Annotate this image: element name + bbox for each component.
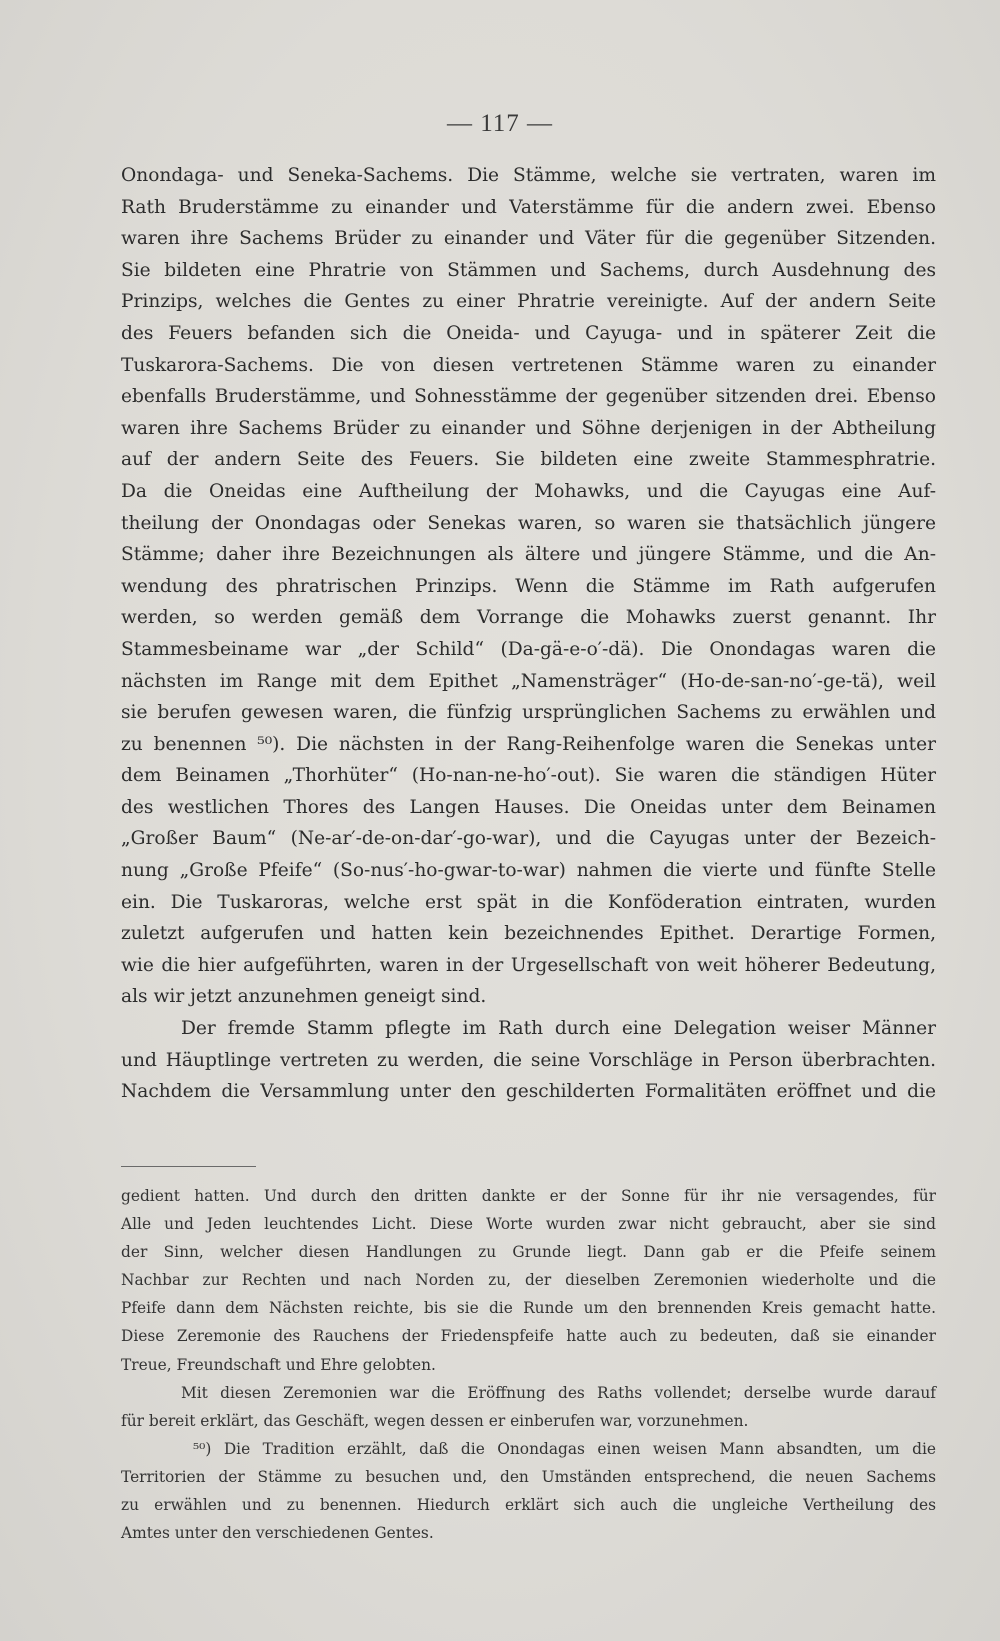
footnote-divider	[121, 1166, 256, 1167]
footnotes	[121, 1182, 936, 1547]
body-line: wie die hier aufgeführten, waren in der Urgesellschaft von weit höherer Bedeutung,	[121, 954, 936, 976]
body-line: Prinzips, welches die Gentes zu einer Phratrie vereinigte. Auf der andern Seite	[121, 291, 936, 313]
body-line: Stammesbeiname war „der Schild“ (Da-gä-e-o′-dä). Die Onondagas waren die	[121, 638, 936, 660]
body-line: nächsten im Range mit dem Epithet „Namensträger“ (Ho-de-san-no′-ge-tä), weil	[121, 670, 936, 692]
body-line: „Großer Baum“ (Ne-ar′-de-on-dar′-go-war), und die Cayugas unter der Bezeich-	[121, 828, 936, 850]
footnote-line: Treue, Freundschaft und Ehre gelobten.	[121, 1355, 436, 1374]
body-line: und Häuptlinge vertreten zu werden, die seine Vorschläge in Person überbrachten.	[121, 1049, 936, 1071]
body-line: werden, so werden gemäß dem Vorrange die Mohawks zuerst genannt. Ihr	[121, 607, 936, 629]
body-line: Tuskarora-Sachems. Die von diesen vertretenen Stämme waren zu einander	[121, 354, 936, 376]
body-line: Da die Oneidas eine Auftheilung der Mohawks, und die Cayugas eine Auf-	[121, 480, 936, 502]
body-line: ebenfalls Bruderstämme, und Sohnesstämme der gegenüber sitzenden drei. Ebenso	[121, 386, 936, 408]
body-line: nung „Große Pfeife“ (So-nus′-ho-gwar-to-war) nahmen die vierte und fünfte Stelle	[121, 860, 936, 882]
body-line: zu benennen ⁵⁰). Die nächsten in der Rang-Reihenfolge waren die Senekas unter	[121, 733, 936, 755]
body-line: auf der andern Seite des Feuers. Sie bildeten eine zweite Stammesphratrie.	[121, 449, 936, 471]
footnote-line: gedient hatten. Und durch den dritten dankte er der Sonne für ihr nie versagendes, für	[121, 1187, 936, 1205]
body-line: Der fremde Stamm pflegte im Rath durch eine Delegation weiser Männer	[181, 1018, 936, 1040]
body-line: ein. Die Tuskaroras, welche erst spät in die Konföderation eintraten, wurden	[121, 891, 936, 913]
body-line: Sie bildeten eine Phratrie von Stämmen und Sachems, durch Ausdehnung des	[121, 259, 936, 281]
body-text	[121, 160, 936, 1108]
footnote-line: der Sinn, welcher diesen Handlungen zu Grunde liegt. Dann gab er die Pfeife seinem	[121, 1243, 936, 1262]
footnote-line: für bereit erklärt, das Geschäft, wegen dessen er einberufen war, vorzunehmen.	[121, 1411, 749, 1430]
footnote-line: ⁵⁰) Die Tradition erzählt, daß die Onondagas einen weisen Mann absandten, um die	[193, 1439, 936, 1458]
body-line: waren ihre Sachems Brüder zu einander und Väter für die gegenüber Sitzenden.	[121, 228, 936, 250]
footnote-line: Pfeife dann dem Nächsten reichte, bis sie die Runde um den brennenden Kreis gemacht hatte.	[121, 1299, 936, 1318]
body-line: dem Beinamen „Thorhüter“ (Ho-nan-ne-ho′-out). Sie waren die ständigen Hüter	[121, 765, 936, 787]
footnote-line: Amtes unter den verschiedenen Gentes.	[121, 1524, 434, 1543]
body-line: zuletzt aufgerufen und hatten kein bezeichnendes Epithet. Derartige Formen,	[121, 923, 936, 945]
body-line: theilung der Onondagas oder Senekas waren, so waren sie thatsächlich jüngere	[121, 512, 936, 534]
footnote-line: Territorien der Stämme zu besuchen und, den Umständen entsprechend, die neuen Sachems	[121, 1467, 936, 1486]
page-number: — 117 —	[446, 110, 554, 137]
footnote-line: Mit diesen Zeremonien war die Eröffnung des Raths vollendet; derselbe wurde darauf	[181, 1383, 936, 1402]
footnote-line: Nachbar zur Rechten und nach Norden zu, der dieselben Zeremonien wiederholte und die	[121, 1271, 936, 1290]
body-line: Onondaga- und Seneka-Sachems. Die Stämme, welche sie vertraten, waren im	[121, 165, 936, 186]
body-line: waren ihre Sachems Brüder zu einander und Söhne derjenigen in der Abtheilung	[121, 417, 936, 439]
body-line: des westlichen Thores des Langen Hauses. Die Oneidas unter dem Beinamen	[121, 796, 936, 818]
body-line: Nachdem die Versammlung unter den geschilderten Formalitäten eröffnet und die	[121, 1081, 936, 1103]
body-line: wendung des phratrischen Prinzips. Wenn die Stämme im Rath aufgerufen	[121, 575, 936, 597]
footnote-line: Diese Zeremonie des Rauchens der Friedenspfeife hatte auch zu bedeuten, daß sie einander	[121, 1327, 936, 1346]
body-line: als wir jetzt anzunehmen geneigt sind.	[121, 986, 487, 1008]
body-line: sie berufen gewesen waren, die fünfzig ursprünglichen Sachems zu erwählen und	[121, 702, 936, 724]
body-line: Rath Bruderstämme zu einander und Vaterstämme für die andern zwei. Ebenso	[121, 196, 936, 218]
footnote-line: zu erwählen und zu benennen. Hiedurch erklärt sich auch die ungleiche Vertheilung des	[121, 1496, 936, 1515]
body-line: des Feuers befanden sich die Oneida- und Cayuga- und in späterer Zeit die	[121, 322, 936, 344]
footnote-line: Alle und Jeden leuchtendes Licht. Diese Worte wurden zwar nicht gebraucht, aber sie sind	[121, 1215, 936, 1234]
body-line: Stämme; daher ihre Bezeichnungen als ältere und jüngere Stämme, und die An-	[121, 544, 936, 566]
